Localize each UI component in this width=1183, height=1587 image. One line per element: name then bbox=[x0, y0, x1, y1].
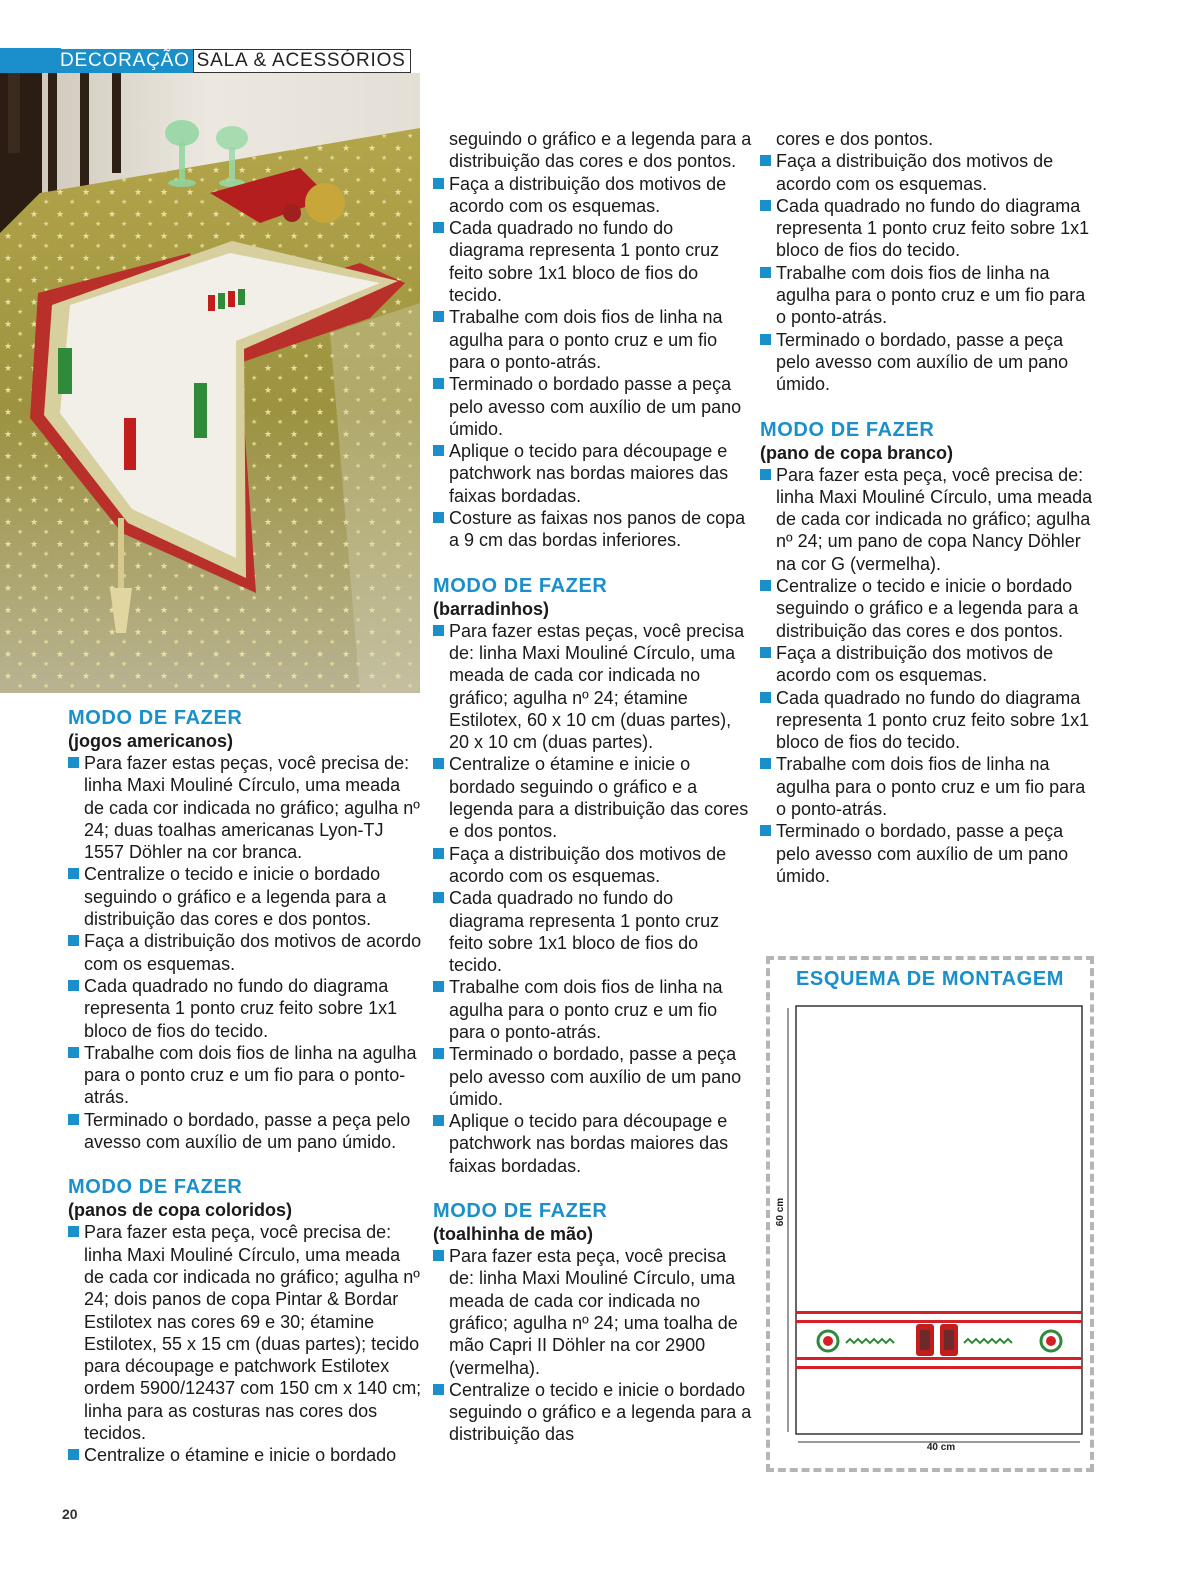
list-item: Cada quadrado no fundo do diagrama representa 1 ponto cruz feito sobre 1x1 bloco de fios do tecido. bbox=[433, 217, 753, 306]
section-heading: MODO DE FAZER bbox=[68, 1176, 243, 1199]
list-item: Cada quadrado no fundo do diagrama representa 1 ponto cruz feito sobre 1x1 bloco de fios do tecido. bbox=[433, 887, 753, 976]
list-item: Costure as faixas nos panos de copa a 9 cm das bordas inferiores. bbox=[433, 507, 753, 552]
list-item: Centralize o tecido e inicie o bordado seguindo o gráfico e a legenda para a distribuição das cores e dos pontos. bbox=[68, 863, 424, 930]
section-heading: MODO DE FAZER bbox=[760, 418, 935, 441]
list-item: Trabalhe com dois fios de linha na agulha para o ponto cruz e um fio para o ponto-atrás. bbox=[760, 262, 1100, 329]
instruction-list bbox=[433, 173, 753, 552]
section-subtitle: (barradinhos) bbox=[433, 598, 550, 619]
list-item: Terminado o bordado passe a peça pelo avesso com auxílio de um pano úmido. bbox=[433, 373, 753, 440]
section-header bbox=[58, 49, 411, 73]
width-dimension-label: 40 cm bbox=[926, 1442, 956, 1453]
list-item: Terminado o bordado, passe a peça pelo avesso com auxílio de um pano úmido. bbox=[760, 820, 1100, 887]
list-item: Para fazer esta peça, você precisa de: linha Maxi Mouliné Círculo, uma meada de cada cor indicada no gráfico; agulha nº 24; uma toalha de mão Capri II Döhler na cor 2900 (vermelha). bbox=[433, 1245, 753, 1379]
list-item: Faça a distribuição dos motivos de acordo com os esquemas. bbox=[68, 930, 424, 975]
list-item: Faça a distribuição dos motivos de acordo com os esquemas. bbox=[760, 642, 1100, 687]
list-item: Aplique o tecido para découpage e patchwork nas bordas maiores das faixas bordadas. bbox=[433, 1110, 753, 1177]
list-item: Centralize o tecido e inicie o bordado seguindo o gráfico e a legenda para a distribuição das bbox=[433, 1379, 753, 1446]
list-item: Terminado o bordado, passe a peça pelo avesso com auxílio de um pano úmido. bbox=[760, 329, 1100, 396]
column-1 bbox=[68, 706, 424, 1467]
list-item: Aplique o tecido para découpage e patchwork nas bordas maiores das faixas bordadas. bbox=[433, 440, 753, 507]
section-heading: MODO DE FAZER bbox=[433, 574, 608, 597]
list-item: Trabalhe com dois fios de linha na agulha para o ponto cruz e um fio para o ponto-atrás. bbox=[760, 753, 1100, 820]
section-label: DECORAÇÃO bbox=[58, 49, 193, 73]
instruction-list bbox=[433, 1245, 753, 1446]
list-item: Cada quadrado no fundo do diagrama representa 1 ponto cruz feito sobre 1x1 bloco de fios do tecido. bbox=[68, 975, 424, 1042]
instruction-list bbox=[68, 1221, 424, 1466]
list-item: Terminado o bordado, passe a peça pelo avesso com auxílio de um pano úmido. bbox=[433, 1043, 753, 1110]
assembly-scheme bbox=[766, 956, 1094, 1472]
section-subtitle: (pano de copa branco) bbox=[760, 442, 954, 463]
list-item: Para fazer estas peças, você precisa de: linha Maxi Mouliné Círculo, uma meada de cada cor indicada no gráfico; agulha nº 24; duas toalhas americanas Lyon-TJ 1557 Döhler na cor branca. bbox=[68, 752, 424, 863]
instruction-list bbox=[760, 464, 1100, 888]
section-subtitle: (toalhinha de mão) bbox=[433, 1224, 594, 1245]
list-item: Trabalhe com dois fios de linha na agulha para o ponto cruz e um fio para o ponto-atrás. bbox=[68, 1042, 424, 1109]
header-accent-bar bbox=[0, 48, 61, 73]
list-item: Centralize o étamine e inicie o bordado seguindo o gráfico e a legenda para a distribuição das cores e dos pontos. bbox=[433, 753, 753, 842]
list-item: Cada quadrado no fundo do diagrama representa 1 ponto cruz feito sobre 1x1 bloco de fios do tecido. bbox=[760, 687, 1100, 754]
scheme-title: ESQUEMA DE MONTAGEM bbox=[795, 968, 1065, 990]
list-item: Terminado o bordado, passe a peça pelo avesso com auxílio de um pano úmido. bbox=[68, 1109, 424, 1154]
list-item: Para fazer esta peça, você precisa de: linha Maxi Mouliné Círculo, uma meada de cada cor indicada no gráfico; agulha nº 24; dois panos de copa Pintar & Bordar Estilotex nas cores 69 e 30; étamine Estilotex, 55 x 15 cm (duas partes); tecido para découpage e patchwork Estilotex ordem 5900/12437 com 150 cm x 140 cm; linha para as costuras nas cores dos tecidos. bbox=[68, 1221, 424, 1444]
list-item: Faça a distribuição dos motivos de acordo com os esquemas. bbox=[433, 173, 753, 218]
instruction-list bbox=[760, 150, 1100, 395]
list-item: Trabalhe com dois fios de linha na agulha para o ponto cruz e um fio para o ponto-atrás. bbox=[433, 306, 753, 373]
instruction-list bbox=[433, 620, 753, 1177]
column-3 bbox=[760, 128, 1100, 887]
table-runner-photo bbox=[0, 73, 420, 693]
instruction-list bbox=[68, 752, 424, 1153]
height-dimension-label: 60 cm bbox=[775, 1197, 786, 1227]
list-item: Para fazer estas peças, você precisa de: linha Maxi Mouliné Círculo, uma meada de cada cor indicada no gráfico; agulha nº 24; étamine Estilotex, 60 x 10 cm (duas partes), 20 x 10 cm (duas partes). bbox=[433, 620, 753, 754]
section-subtitle: (jogos americanos) bbox=[68, 731, 234, 751]
list-item: Centralize o étamine e inicie o bordado bbox=[68, 1444, 424, 1466]
page-number: 20 bbox=[62, 1506, 78, 1522]
list-item: Para fazer esta peça, você precisa de: linha Maxi Mouliné Círculo, uma meada de cada cor indicada no gráfico; agulha nº 24; um pano de copa Nancy Döhler na cor G (vermelha). bbox=[760, 464, 1100, 575]
column-2 bbox=[433, 128, 753, 1446]
continued-text: seguindo o gráfico e a legenda para a distribuição das cores e dos pontos. bbox=[449, 129, 752, 172]
scheme-drawing bbox=[770, 960, 1090, 1468]
subsection-label: SALA & ACESSÓRIOS bbox=[193, 49, 411, 73]
list-item: Faça a distribuição dos motivos de acordo com os esquemas. bbox=[760, 150, 1100, 195]
section-heading: MODO DE FAZER bbox=[68, 707, 243, 729]
continued-text: cores e dos pontos. bbox=[776, 129, 934, 149]
section-heading: MODO DE FAZER bbox=[433, 1200, 608, 1223]
list-item: Trabalhe com dois fios de linha na agulha para o ponto cruz e um fio para o ponto-atrás. bbox=[433, 976, 753, 1043]
list-item: Faça a distribuição dos motivos de acordo com os esquemas. bbox=[433, 843, 753, 888]
list-item: Cada quadrado no fundo do diagrama representa 1 ponto cruz feito sobre 1x1 bloco de fios do tecido. bbox=[760, 195, 1100, 262]
section-subtitle: (panos de copa coloridos) bbox=[68, 1200, 293, 1221]
list-item: Centralize o tecido e inicie o bordado seguindo o gráfico e a legenda para a distribuição das cores e dos pontos. bbox=[760, 575, 1100, 642]
